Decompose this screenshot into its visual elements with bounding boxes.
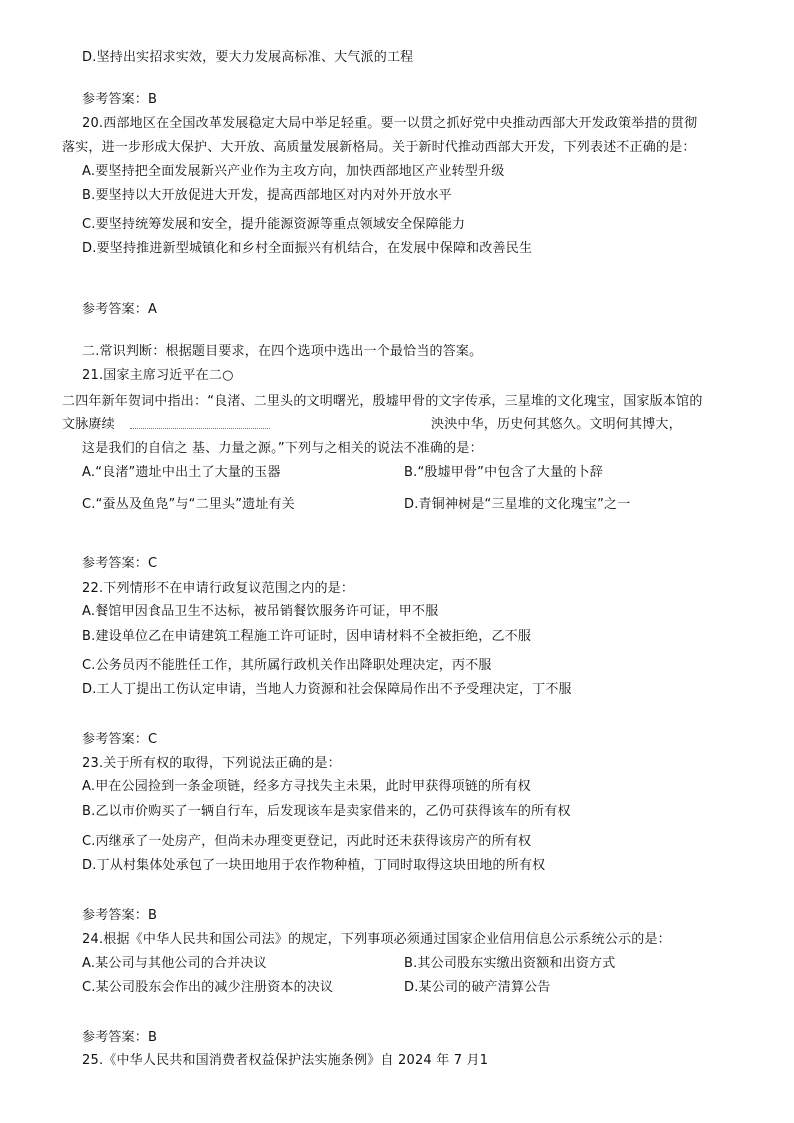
option-19-d: D.坚持出实招求实效，要大力发展高标准、大气派的工程 bbox=[82, 50, 414, 65]
question-20-stem: 20.西部地区在全国改革发展稳定大局中举足轻重。要一以贯之抓好党中央推动西部大开发政策举措的贯彻 bbox=[82, 116, 698, 131]
question-21-stem-cont-b: 泱泱中华，历史何其悠久。文明何其博大， bbox=[431, 417, 682, 432]
option-23-a: A.甲在公园捡到一条金项链，经多方寻找失主未果，此时甲获得项链的所有权 bbox=[82, 779, 531, 794]
option-20-b: B.要坚持以大开放促进大开发，提高西部地区对内对外开放水平 bbox=[82, 188, 452, 203]
option-24-a: A.某公司与其他公司的合并决议 bbox=[82, 956, 267, 971]
option-21-c: C.“蚕丛及鱼凫”与“二里头”遗址有关 bbox=[82, 497, 295, 512]
option-22-b: B.建设单位乙在申请建筑工程施工许可证时，因申请材料不全被拒绝，乙不服 bbox=[82, 629, 532, 644]
option-24-b: B.其公司股东实缴出资额和出资方式 bbox=[404, 956, 616, 971]
option-23-b: B.乙以市价购买了一辆自行车，后发现该车是卖家借来的，乙仍可获得该车的所有权 bbox=[82, 804, 571, 819]
question-23-stem: 23.关于所有权的取得，下列说法正确的是： bbox=[82, 756, 341, 771]
option-24-c: C.某公司股东会作出的减少注册资本的决议 bbox=[82, 980, 334, 995]
option-22-a: A.餐馆甲因食品卫生不达标，被吊销餐饮服务许可证，甲不服 bbox=[82, 604, 439, 619]
option-21-a: A.“良渚”遗址中出土了大量的玉器 bbox=[82, 465, 281, 480]
option-20-c: C.要坚持统筹发展和安全，提升能源资源等重点领域安全保障能力 bbox=[82, 217, 466, 232]
question-21-stem-end: 这是我们的自信之 基、力量之源。”下列与之相关的说法不准确的是： bbox=[82, 441, 483, 456]
question-21-stem-cont-a: 文脉赓续 bbox=[62, 417, 115, 432]
option-21-b: B.“殷墟甲骨”中包含了大量的卜辞 bbox=[404, 465, 603, 480]
dotted-leader bbox=[130, 428, 270, 429]
question-20-stem-cont: 落实，进一步形成大保护、大开放、高质量发展新格局。关于新时代推动西部大开发，下列表述不正确的是： bbox=[62, 140, 696, 155]
section-2-heading: 二.常识判断：根据题目要求，在四个选项中选出一个最恰当的答案。 bbox=[82, 344, 483, 359]
option-23-c: C.丙继承了一处房产，但尚未办理变更登记，丙此时还未获得该房产的所有权 bbox=[82, 834, 532, 849]
answer-22: 参考答案：C bbox=[82, 732, 158, 747]
option-20-a: A.要坚持把全面发展新兴产业作为主攻方向，加快西部地区产业转型升级 bbox=[82, 164, 505, 179]
option-21-d: D.青铜神树是“三星堆的文化瑰宝”之一 bbox=[404, 497, 631, 512]
option-22-c: C.公务员丙不能胜任工作，其所属行政机关作出降职处理决定，丙不服 bbox=[82, 658, 492, 673]
question-21-stem: 21.国家主席习近平在二○ bbox=[82, 368, 234, 383]
question-22-stem: 22.下列情形不在申请行政复议范围之内的是： bbox=[82, 581, 355, 596]
answer-20: 参考答案：A bbox=[82, 302, 158, 317]
option-22-d: D.工人丁提出工伤认定申请，当地人力资源和社会保障局作出不予受理决定，丁不服 bbox=[82, 682, 572, 697]
answer-19: 参考答案：B bbox=[82, 92, 158, 107]
question-24-stem: 24.根据《中华人民共和国公司法》的规定，下列事项必须通过国家企业信用信息公示系统公示的是： bbox=[82, 932, 671, 947]
answer-24: 参考答案：B bbox=[82, 1030, 158, 1045]
question-21-stem-cont: 二四年新年贺词中指出：“良渚、二里头的文明曙光，殷墟甲骨的文字传承，三星堆的文化瑰宝，国家版本馆的 bbox=[62, 394, 703, 409]
answer-21: 参考答案：C bbox=[82, 556, 158, 571]
option-24-d: D.某公司的破产清算公告 bbox=[404, 980, 551, 995]
question-25-stem: 25.《中华人民共和国消费者权益保护法实施条例》自 2024 年 7 月1 bbox=[82, 1053, 489, 1068]
option-23-d: D.丁从村集体处承包了一块田地用于农作物种植，丁同时取得这块田地的所有权 bbox=[82, 858, 546, 873]
answer-23: 参考答案：B bbox=[82, 908, 158, 923]
option-20-d: D.要坚持推进新型城镇化和乡村全面振兴有机结合，在发展中保障和改善民生 bbox=[82, 241, 533, 256]
